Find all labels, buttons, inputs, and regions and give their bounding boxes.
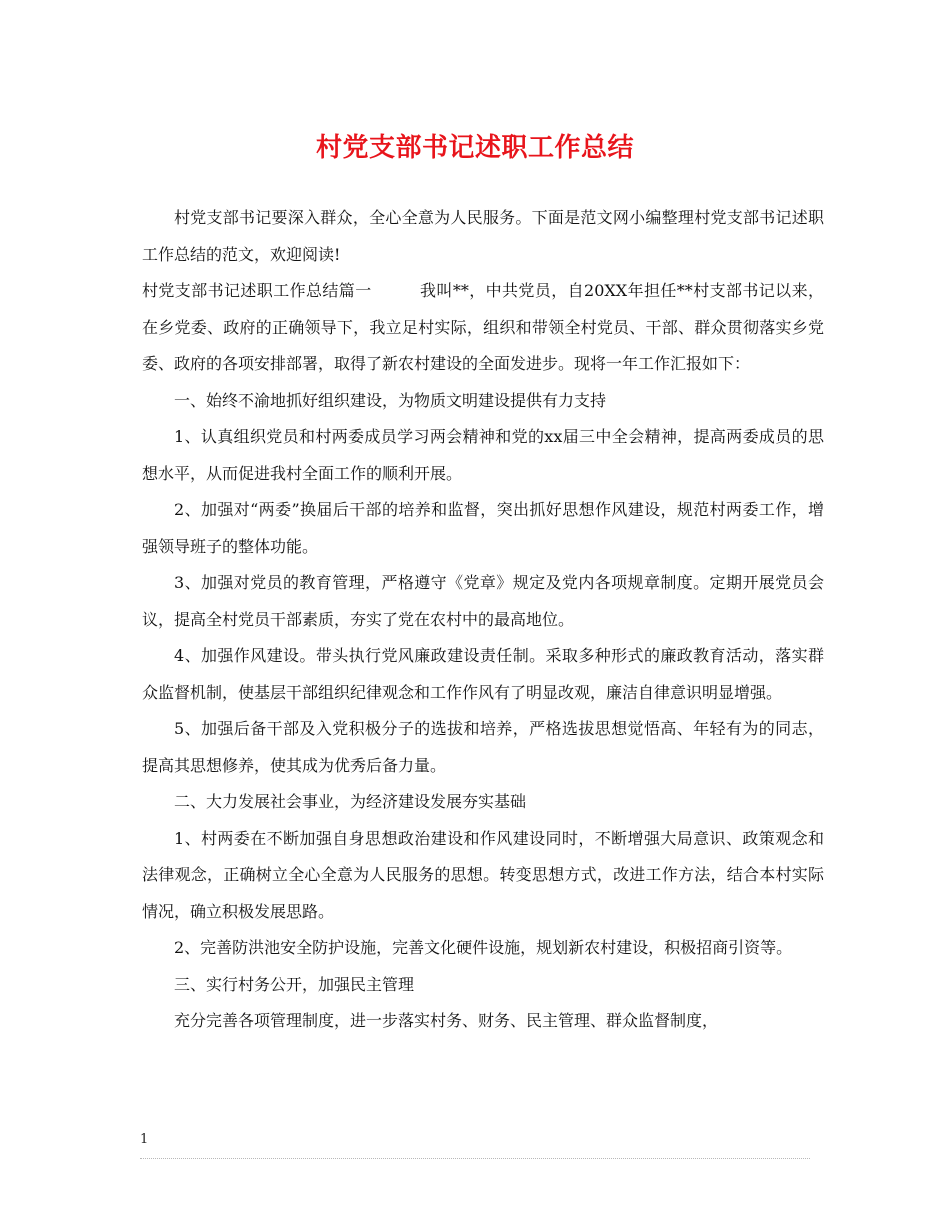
- document-title: 村党支部书记述职工作总结: [315, 133, 634, 163]
- section-heading: 村党支部书记述职工作总结篇一: [142, 281, 372, 300]
- document-body: [142, 200, 824, 1040]
- heading-three: 三、实行村务公开，加强民主管理: [174, 974, 415, 994]
- heading-one: 一、始终不渝地抓好组织建设，为物质文明建设提供有力支持: [174, 390, 607, 410]
- section-opening-text: 我叫**，中共党员，自20XX年担任**村支部书记以来，在乡党委、政府的正确领导下，我立足村实际，组织和带领全村党员、干部、群众贯彻落实乡党委、政府的各项安排部署，取得了新农村建设的全面发进步。现将一年工作汇报如下：: [142, 281, 824, 373]
- paragraph-item: 4、加强作风建设。带头执行党风廉政建设责任制。采取多种形式的廉政教育活动，落实群众监督机制，使基层干部组织纪律观念和工作作风有了明显改观，廉洁自律意识明显增强。: [142, 646, 824, 702]
- paragraph-item: 5、加强后备干部及入党积极分子的选拔和培养，严格选拔思想觉悟高、年轻有为的同志，提高其思想修养，使其成为优秀后备力量。: [142, 719, 824, 775]
- paragraph-item: 3、加强对党员的教育管理，严格遵守《党章》规定及党内各项规章制度。定期开展党员会议，提高全村党员干部素质，夯实了党在农村中的最高地位。: [142, 573, 824, 629]
- section-paragraph: [142, 273, 824, 383]
- paragraph-item: 2、加强对“两委”换届后干部的培养和监督，突出抓好思想作风建设，规范村两委工作，增强领导班子的整体功能。: [142, 500, 824, 556]
- footer-divider: [140, 1158, 810, 1159]
- page-number: 1: [140, 1132, 149, 1147]
- paragraph-item: 2、完善防洪池安全防护设施，完善文化硬件设施，规划新农村建设，积极招商引资等。: [174, 938, 793, 957]
- paragraph-item: 充分完善各项管理制度，进一步落实村务、财务、民主管理、群众监督制度，: [174, 1011, 719, 1030]
- paragraph-item: 1、认真组织党员和村两委成员学习两会精神和党的xx届三中全会精神，提高两委成员的思想水平，从而促进我村全面工作的顺利开展。: [142, 427, 824, 483]
- intro-paragraph: 村党支部书记要深入群众，全心全意为人民服务。下面是范文网小编整理村党支部书记述职工作总结的范文，欢迎阅读!: [142, 208, 824, 264]
- heading-two: 二、大力发展社会事业，为经济建设发展夯实基础: [174, 792, 527, 811]
- paragraph-item: 1、村两委在不断加强自身思想政治建设和作风建设同时，不断增强大局意识、政策观念和法律观念，正确树立全心全意为人民服务的思想。转变思想方式，改进工作方法，结合本村实际情况，确立积极发展思路。: [142, 828, 824, 921]
